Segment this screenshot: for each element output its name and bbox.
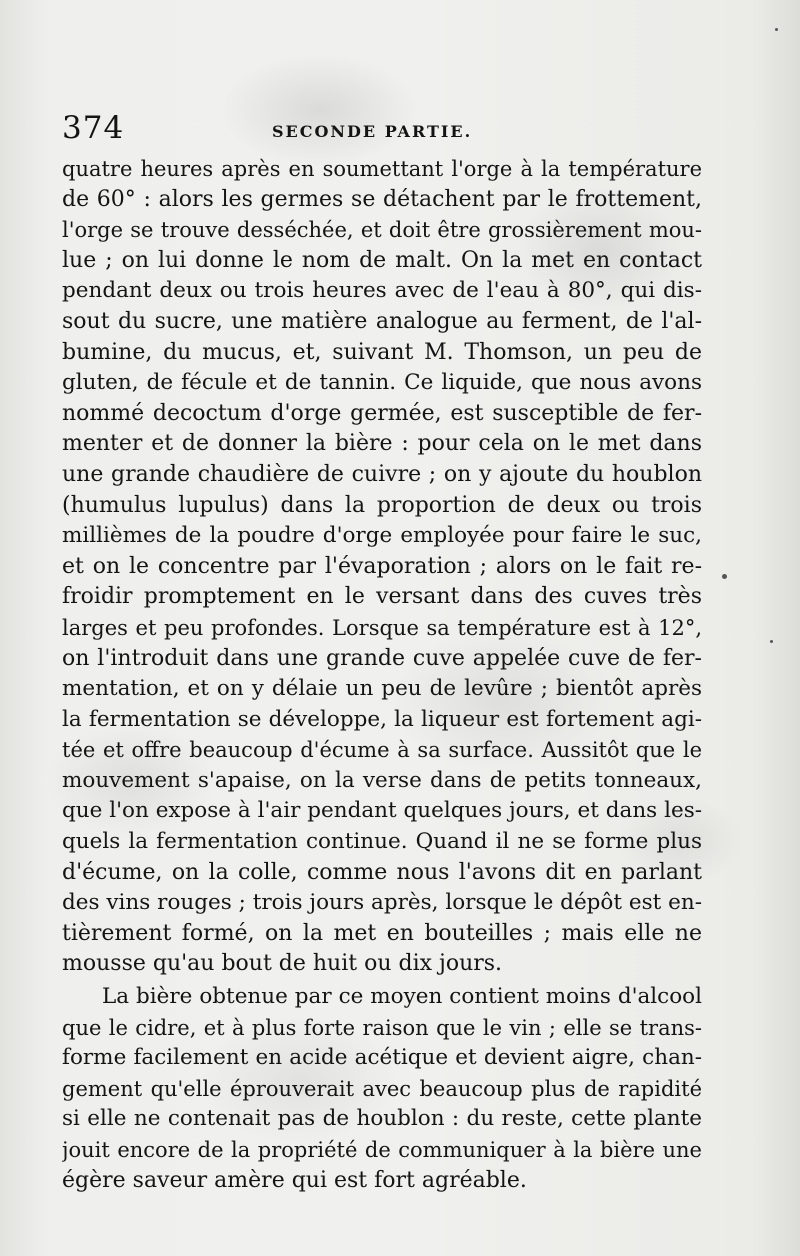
paragraph-2 [62,982,702,1196]
text-line: d'écume, on la colle, comme nous l'avons dit en parlant [62,859,702,885]
text-line: nommé decoctum d'orge germée, est susceptible de fer- [62,400,702,426]
text-line: et on le concentre par l'évaporation ; alors on le fait re- [62,553,702,579]
page-number: 374 [62,110,125,146]
text-line: des vins rouges ; trois jours après, lorsque le dépôt est en- [62,890,702,916]
text-line: sout du sucre, une matière analogue au ferment, de l'al- [62,308,702,334]
text-line: froidir promptement en le versant dans des cuves très [62,584,702,610]
paper-speck [722,574,727,579]
text-line: larges et peu profondes. Lorsque sa température est à 12°, [62,615,702,640]
text-line: la fermentation se développe, la liqueur est fortement agi- [62,706,702,732]
text-line: mentation, et on y délaie un peu de levûre ; bientôt après [62,676,702,702]
body-text [62,154,702,1196]
text-line: égère saveur amère qui est fort agréable. [62,1167,527,1193]
text-line: tée et offre beaucoup d'écume à sa surface. Aussitôt que le [62,738,702,763]
text-line: lue ; on lui donne le nom de malt. On la met en contact [62,247,702,273]
text-line: jouit encore de la propriété de communiquer à la bière une [62,1138,702,1162]
text-line: quatre heures après en soumettant l'orge à la température [62,157,702,181]
text-line: mouvement s'apaise, on la verse dans de petits tonneaux, [62,767,702,793]
running-head: SECONDE PARTIE. [272,122,473,141]
page-header [62,110,702,150]
text-line: pendant deux ou trois heures avec de l'eau à 80°, qui dis- [62,278,702,304]
paper-speck [775,28,778,31]
text-line: bumine, du mucus, et, suivant M. Thomson, un peu de [62,339,702,365]
paper-speck [770,640,773,643]
text-line: quels la fermentation continue. Quand il ne se forme plus [62,829,702,855]
text-line: tièrement formé, on la met en bouteilles ; mais elle ne [62,920,702,946]
text-line: forme facilement en acide acétique et devient aigre, chan- [62,1045,702,1071]
text-line: (humulus lupulus) dans la proportion de deux ou trois [62,492,702,518]
paragraph-1 [62,154,702,980]
text-line: une grande chaudière de cuivre ; on y ajoute du houblon [62,461,702,487]
text-line: on l'introduit dans une grande cuve appelée cuve de fer- [62,645,702,671]
text-line: millièmes de la poudre d'orge employée pour faire le suc, [62,523,702,549]
text-line: mousse qu'au bout de huit ou dix jours. [62,951,503,977]
text-line: si elle ne contenait pas de houblon : du reste, cette plante [62,1106,702,1132]
text-line: gement qu'elle éprouverait avec beaucoup plus de rapidité [62,1076,702,1101]
text-line: l'orge se trouve desséchée, et doit être grossièrement mou- [62,218,702,243]
text-line: de 60° : alors les germes se détachent par le frottement, [62,186,702,212]
text-line: menter et de donner la bière : pour cela on le met dans [62,431,702,457]
text-line: La bière obtenue par ce moyen contient moins d'alcool [102,984,702,1010]
text-line: gluten, de fécule et de tannin. Ce liquide, que nous avons [62,370,702,396]
text-line: que l'on expose à l'air pendant quelques jours, et dans les- [62,798,702,824]
text-line: que le cidre, et à plus forte raison que le vin ; elle se trans- [62,1015,702,1040]
